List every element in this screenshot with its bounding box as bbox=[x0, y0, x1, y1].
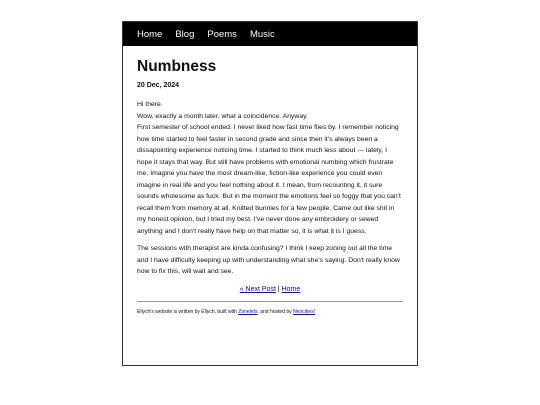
zonelets-link[interactable]: Zonelets bbox=[238, 308, 258, 315]
post-content bbox=[123, 58, 417, 315]
page-container bbox=[122, 21, 418, 366]
paragraph-line: Hi there. bbox=[137, 101, 163, 108]
neocities-link[interactable]: Neocities! bbox=[293, 308, 316, 315]
footer-text: , and hosted by bbox=[257, 308, 294, 315]
paragraph-line: First semester of school ended. I never liked how fast time flies by. I remember noticing how time started to feel faster in second grade and since then it's always been a dissapointing experience noticing time. I started to think much less about --- lately, I hope it stays that way. But still have problems with emotional numbing which frustrate me. Imagine you have the most dream-like, fiction-like experience you could even imagine in real life and you feel nothing about it. I mean, from recounting it, it sure sounds wholesome as fuck. But in the moment the emotions feel so foggy that you can't recall them from memory at all. Knitted bunnies for a few people. Came out like shit in my honest opinion, but I tried my best. I've never done any embroidery or sewed anything and I don't really have help on that matter so, it is what it is I guess. bbox=[137, 124, 401, 235]
post-date: 20 Dec, 2024 bbox=[137, 82, 180, 89]
site-footer bbox=[137, 309, 403, 315]
post-title: Numbness bbox=[137, 58, 217, 75]
next-post-link[interactable]: « Next Post bbox=[239, 285, 276, 293]
post-paragraph-2 bbox=[137, 243, 403, 278]
footer-text: Ellych's website is written by Ellych, built with bbox=[137, 308, 239, 315]
paragraph-line: The sessions with therapist are kinda confusing? I think I keep zoning out all the time and I have difficulty keeping up with understanding what she's saying. Don't really know how to fix this, will wait and see. bbox=[137, 245, 400, 275]
footer-divider bbox=[137, 301, 403, 302]
post-paragraph-1 bbox=[137, 99, 403, 237]
top-navbar bbox=[123, 22, 417, 46]
nav-link-blog[interactable]: Blog bbox=[175, 28, 195, 40]
post-navigation bbox=[137, 286, 403, 293]
postnav-separator: | bbox=[277, 285, 282, 293]
paragraph-line: Wow, exactly a month later, what a coincidence. Anyway. bbox=[137, 112, 308, 120]
nav-link-music[interactable]: Music bbox=[249, 28, 275, 40]
nav-link-poems[interactable]: Poems bbox=[207, 28, 237, 40]
home-link[interactable]: Home bbox=[281, 285, 301, 293]
nav-link-home[interactable]: Home bbox=[137, 28, 163, 40]
